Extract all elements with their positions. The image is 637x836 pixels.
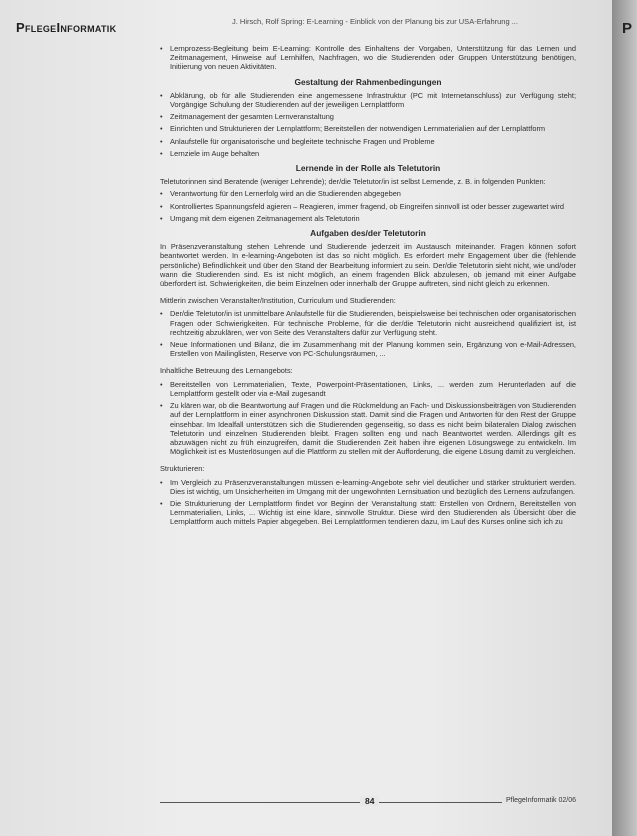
list-item: • Neue Informationen und Bilanz, die im Zusammenhang mit der Planung kommen sein, Ergänzung von e-Mail-Adressen, Erstellen von Mailinglisten, Reserve von PC-Schulungsräumen, ...	[160, 340, 576, 358]
issue-label: PflegeInformatik 02/06	[502, 797, 576, 804]
list-item: • Der/die Teletutor/in ist unmittelbare Anlaufstelle für die Studierenden, beispielsweise bei technischen oder organisatorischen Fragen oder Schwierigkeiten. Für technische Probleme, für die der/die Teletutorin nicht ausreichend qualifiziert ist, ist rechtzeitig abzuklären, wer von Seite des Veranstalters dafür zur Verfügung steht.	[160, 309, 576, 337]
subsection-lead-strukturieren: Strukturieren:	[160, 464, 205, 474]
subsection-lead-betreuung: Inhaltliche Betreuung des Lernangebots:	[160, 366, 293, 376]
list-item: • Abklärung, ob für alle Studierenden eine angemessene Infrastruktur (PC mit Internetanschluss) zur Verfügung steht; Vorgängige Schulung der Studierenden auf der jeweiligen Lernplattform	[160, 91, 576, 109]
article-body	[160, 44, 576, 530]
list-item: • Lernziele im Auge behalten	[160, 149, 576, 158]
list-item: • Lernprozess-Begleitung beim E-Learning: Kontrolle des Einhaltens der Vorgaben, Unterstützung für das Lernen und Zeitmanagement, Hinweise auf Lernhilfen, Nachfragen, wo die Studierenden oder Gruppen Unterstützung benötigen, Initiierung von neuen Aktivitäten.	[160, 44, 576, 72]
page-footer	[160, 796, 576, 810]
section-intro: In Präsenzveranstaltung stehen Lehrende und Studierende jederzeit im Austausch miteinander. Fragen können sofort beantwortet werden. In e-learning-Angeboten ist das so nicht möglich. Es erfordert mehr Engagement über die (fehlende persönliche) Befindlichkeit und über den Stand der Bearbeitung informiert zu sein. Der/die Teletutorin sieht nicht, wie und/oder wann die Studierenden sind. Es ist nicht möglich, an einem fragenden Blick abzulesen, ob jemand mit einer Aufgabe überfordert ist. Schwierigkeiten, die beim Einzelnen oder innerhalb der Gruppe auftreten, sind nicht gleich zu erkennen.	[160, 242, 576, 289]
page-number: 84	[360, 796, 379, 806]
list-item: • Umgang mit dem eigenen Zeitmanagement als Teletutorin	[160, 214, 576, 223]
list-item: • Anlaufstelle für organisatorische und begleitete technische Fragen und Probleme	[160, 137, 576, 146]
list-item: • Im Vergleich zu Präsenzveranstaltungen müssen e-learning-Angebote sehr viel deutlicher und stärker strukturiert werden. Dies ist wichtig, um Unsicherheiten im Umgang mit der ungewohnten Lernsituation und bezüglich des Lernens aufzufangen.	[160, 478, 576, 496]
top-bullet-list	[160, 44, 576, 72]
list-item: • Die Strukturierung der Lernplattform findet vor Beginn der Veranstaltung statt: Erstellen von Ordnern, Bereitstellen von Lernmaterialien, Links, ... Wichtig ist eine klare, sinnvolle Struktur. Diese wird den Studierenden als Übersicht über die Lernplattform auch mittels Papier abgegeben. Bei Lernplattformen tendieren dazu, im Lauf des Kurses online sich ich zu	[160, 499, 576, 527]
bullet-list-rahmenbedingungen	[160, 91, 576, 158]
bullet-list-lernende	[160, 189, 576, 223]
bullet-list-betreuung	[160, 380, 576, 457]
section-title-lernende: Lernende in der Rolle als Teletutorin	[295, 163, 441, 174]
list-item: • Zeitmanagement der gesamten Lernveranstaltung	[160, 112, 576, 121]
running-head: J. Hirsch, Rolf Spring: E-Learning - Einblick von der Planung bis zur USA-Erfahrung ...	[232, 17, 518, 26]
next-page-letter: P	[622, 20, 633, 37]
list-item: • Bereitstellen von Lernmaterialien, Texte, Powerpoint-Präsentationen, Links, ... werden zum Herunterladen auf die Lernplattform gestellt oder via e-Mail zugesandt	[160, 380, 576, 398]
section-title-aufgaben: Aufgaben des/der Teletutorin	[310, 228, 426, 239]
bullet-list-mittlerin	[160, 309, 576, 358]
list-item: • Kontrolliertes Spannungsfeld agieren – Reagieren, immer fragend, ob Eingreifen sinnvoll ist oder besser zugewartet wird	[160, 202, 576, 211]
bullet-list-strukturieren	[160, 478, 576, 527]
list-item: • Verantwortung für den Lernerfolg wird an die Studierenden abgegeben	[160, 189, 576, 198]
next-page-edge	[612, 0, 637, 836]
list-item: • Zu klären war, ob die Beantwortung auf Fragen und die Rückmeldung an Fach- und Diskussionsbeiträgen von Studierenden auf der Lernplattform in einer asynchronen Diskussion statt. Damit sind die Fragen und Antworten für den Rest der Gruppe einsehbar. Im Idealfall unterstützen sich die Studierenden gegenseitig, so dass es nicht beim bilateralen Dialog zwischen Teletutorin und einzelnen Studierenden bleibt. Fragen sollten eng und nach Beantwortet werden. Allerdings gilt es abzuwägen nicht zu früh einzugreifen, damit die Studierenden Zeit haben ihre eigenen Lösungswege zu entwickeln. Im Möglichkeit ist es Musterlösungen auf die Plattform zu stellen mit der Aufforderung, die eigene Lösung damit zu vergleichen.	[160, 401, 576, 456]
journal-brand: PflegeInformatik	[16, 20, 117, 35]
page-header	[0, 0, 612, 40]
section-title-rahmenbedingungen: Gestaltung der Rahmenbedingungen	[294, 76, 442, 87]
list-item: • Einrichten und Strukturieren der Lernplattform; Bereitstellen der notwendigen Lernmaterialien auf der Lernplattform	[160, 124, 576, 133]
subsection-lead-mittlerin: Mittlerin zwischen Veranstalter/Institution, Curriculum und Studierenden:	[160, 296, 396, 306]
section-intro: Teletutorinnen sind Beratende (weniger Lehrende); der/die Teletutor/in ist selbst Lernende, z. B. in folgenden Punkten:	[160, 177, 546, 187]
